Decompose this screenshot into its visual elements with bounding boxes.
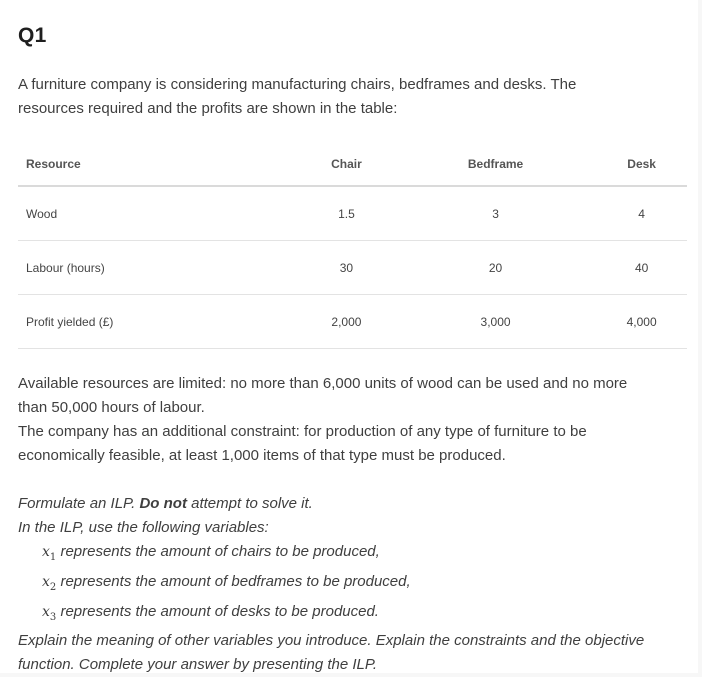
table-cell: 4 [596,186,687,241]
table-cell: 4,000 [596,295,687,349]
explain-line: Explain the meaning of other variables you introduce. Explain the constraints and the objective [18,632,645,650]
resource-table [18,143,687,349]
table-row [18,186,687,241]
table-cell: 30 [298,241,395,295]
variable-description: represents the amount of bedframes to be produced, [56,572,411,590]
table-cell: Wood [18,186,298,241]
variable-item [18,600,686,630]
table-cell: Labour (hours) [18,241,298,295]
formulate-line [18,492,686,516]
variable-symbol: $x_1$ [42,544,57,563]
question-title: Q1 [18,24,47,47]
column-header-bedframe: Bedframe [395,143,597,186]
constraints-line: than 50,000 hours of labour. [18,399,205,416]
table-cell: 40 [596,241,687,295]
formulate-prefix: Formulate an ILP. [18,495,140,512]
table-row [18,241,687,295]
intro-line: resources required and the profits are shown in the table: [18,100,398,117]
table-cell: Profit yielded (£) [18,295,298,349]
variable-item [18,570,686,600]
variable-symbol: $x_3$ [42,603,57,623]
column-header-desk: Desk [596,143,687,186]
table-cell: 2,000 [298,295,395,349]
table-cell: 20 [395,241,597,295]
redaction-block [122,8,422,42]
variable-description: represents the amount of chairs to be produced, [56,543,380,560]
variable-item [18,540,686,570]
constraints-line: The company has an additional constraint: for production of any type of furniture to be [18,423,587,440]
table-cell: 3 [395,186,597,241]
constraints-line: Available resources are limited: no more than 6,000 units of wood can be used and no more [18,375,628,392]
intro-paragraph [18,73,686,121]
variables-intro: In the ILP, use the following variables: [18,519,269,536]
column-header-chair: Chair [298,143,395,186]
intro-line: A furniture company is considering manufacturing chairs, bedframes and desks. The [18,76,577,93]
do-not-emphasis: Do not [139,495,187,512]
explain-line: function. Complete your answer by presenting the ILP. [18,656,378,674]
constraints-paragraph [18,372,686,468]
variable-description: represents the amount of desks to be produced. [56,602,379,620]
table-row [18,295,687,349]
constraints-line: economically feasible, at least 1,000 items of that type must be produced. [18,447,506,464]
column-header-resource: Resource [18,143,298,186]
table-header-row [18,143,687,186]
table-cell: 3,000 [395,295,597,349]
formulate-suffix: attempt to solve it. [186,495,313,512]
task-paragraph [18,492,686,677]
table-cell: 1.5 [298,186,395,241]
variable-symbol: $x_2$ [42,573,57,593]
